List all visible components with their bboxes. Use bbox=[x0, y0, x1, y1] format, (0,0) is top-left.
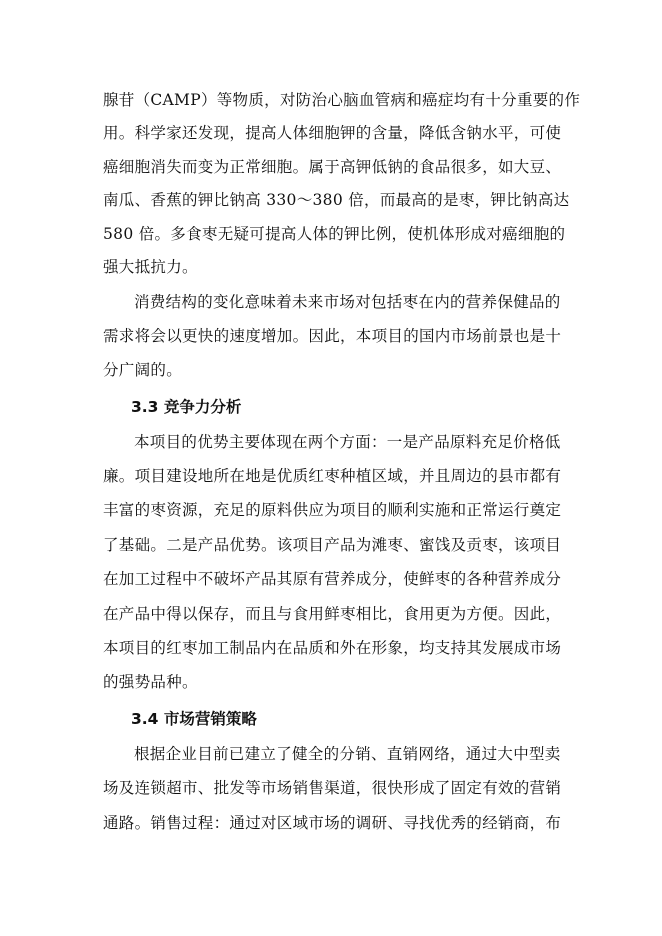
text-line: 廉。项目建设地所在地是优质红枣种植区域，并且周边的县市都有 bbox=[103, 467, 562, 485]
text-line: 癌细胞消失而变为正常细胞。属于高钾低钠的食品很多，如大豆、 bbox=[103, 158, 562, 176]
text-line: 本项目的优势主要体现在两个方面：一是产品原料充足价格低 bbox=[134, 433, 561, 451]
text-line: 了基础。二是产品优势。该项目产品为滩枣、蜜饯及贡枣，该项目 bbox=[103, 536, 562, 554]
text-line: 用。科学家还发现，提高人体细胞钾的含量，降低含钠水平，可使 bbox=[103, 124, 562, 142]
section-heading: 3.4 市场营销策略 bbox=[131, 710, 257, 728]
text-line: 强大抵抗力。 bbox=[103, 258, 198, 276]
text-line: 通路。销售过程：通过对区域市场的调研、寻找优秀的经销商，布 bbox=[103, 814, 562, 832]
text-line: 腺苷（CAMP）等物质，对防治心脑血管病和癌症均有十分重要的作 bbox=[103, 91, 581, 109]
text-line: 需求将会以更快的速度增加。因此，本项目的国内市场前景也是十 bbox=[103, 327, 562, 345]
text-line: 580 倍。多食枣无疑可提高人体的钾比例，使机体形成对癌细胞的 bbox=[103, 225, 566, 243]
text-line: 在加工过程中不破坏产品其原有营养成分，使鲜枣的各种营养成分 bbox=[103, 570, 562, 588]
text-line: 在产品中得以保存，而且与食用鲜枣相比，食用更为方便。因此， bbox=[103, 605, 562, 623]
text-line: 场及连锁超市、批发等市场销售渠道，很快形成了固定有效的营销 bbox=[103, 779, 562, 797]
text-line: 的强势品种。 bbox=[103, 673, 198, 691]
text-line: 丰富的枣资源，充足的原料供应为项目的顺利实施和正常运行奠定 bbox=[103, 501, 562, 519]
section-heading: 3.3 竞争力分析 bbox=[131, 398, 242, 416]
text-line: 南瓜、香蕉的钾比钠高 330～380 倍，而最高的是枣，钾比钠高达 bbox=[103, 191, 570, 209]
text-line: 分广阔的。 bbox=[103, 361, 183, 379]
text-line: 本项目的红枣加工制品内在品质和外在形象，均支持其发展成市场 bbox=[103, 639, 562, 657]
text-line: 消费结构的变化意味着未来市场对包括枣在内的营养保健品的 bbox=[134, 293, 561, 311]
text-line: 根据企业目前已建立了健全的分销、直销网络，通过大中型卖 bbox=[134, 745, 561, 763]
